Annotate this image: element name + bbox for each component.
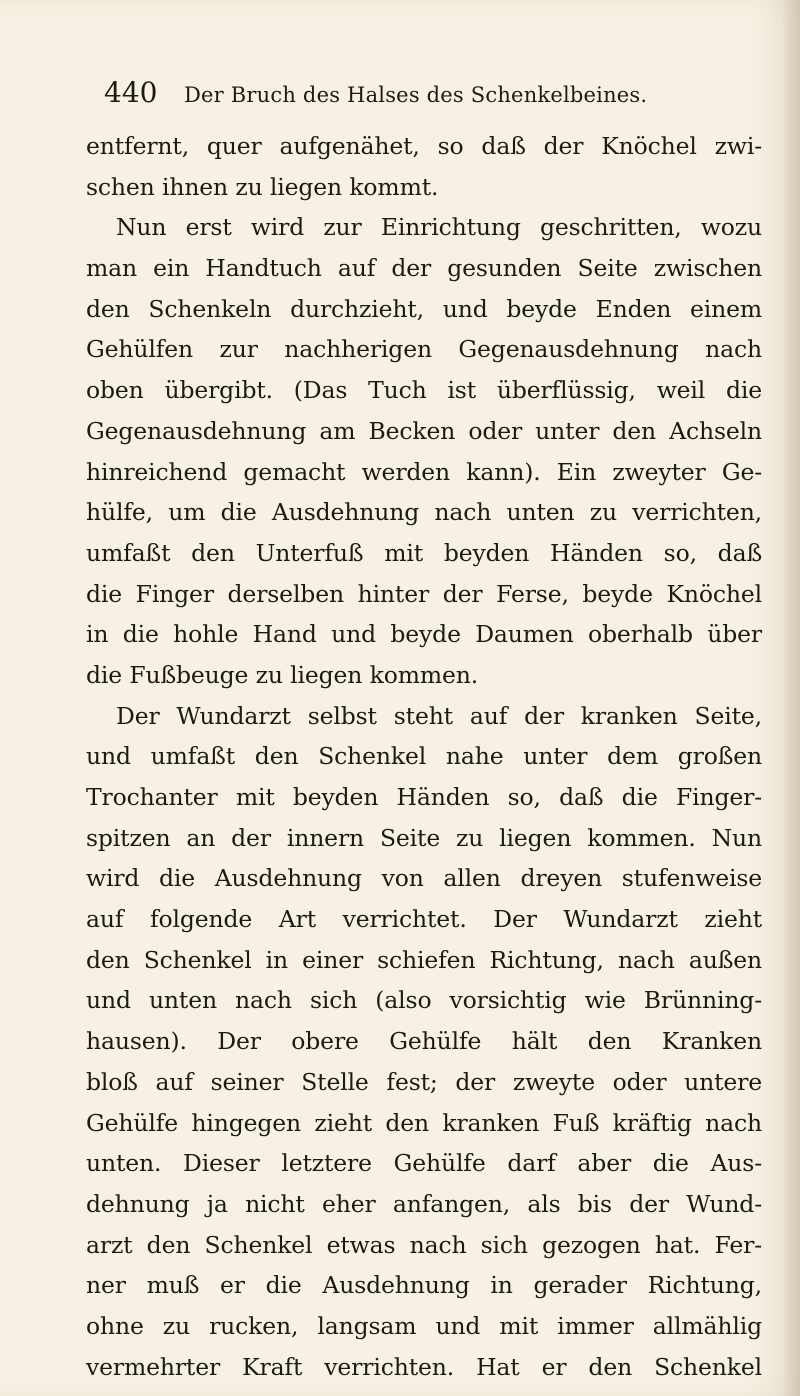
text-line: Der Wundarzt selbst steht auf der kranken Seite, <box>116 701 762 730</box>
text-line: auf folgende Art verrichtet. Der Wundarzt zieht <box>86 905 762 934</box>
text-line: spitzen an der innern Seite zu liegen kommen. Nun <box>86 823 762 852</box>
text-line: oben übergibt. (Das Tuch ist überflüssig, weil die <box>86 376 762 405</box>
text-line: bloß auf seiner Stelle fest; der zweyte oder untere <box>86 1067 762 1096</box>
text-line: umfaßt den Unterfuß mit beyden Händen so, daß <box>86 538 762 567</box>
text-line: in die hohle Hand und beyde Daumen oberhalb über <box>86 620 762 649</box>
page-edge-shadow <box>782 0 800 1396</box>
page-number: 440 <box>104 76 158 109</box>
text-line: und unten nach sich (also vorsichtig wie Brünning- <box>86 986 762 1015</box>
text-line: wird die Ausdehnung von allen dreyen stufenweise <box>86 864 762 893</box>
text-line: den Schenkeln durchzieht, und beyde Enden einem <box>86 294 762 323</box>
page-header <box>0 72 800 116</box>
running-title: Der Bruch des Halses des Schenkelbeines. <box>184 83 648 107</box>
text-line: ohne zu rucken, langsam und mit immer allmählig <box>86 1311 762 1340</box>
body-text <box>86 126 762 1387</box>
text-line: Gehülfen zur nachherigen Gegenausdehnung nach <box>86 335 762 364</box>
text-line: Nun erst wird zur Einrichtung geschritten, wozu <box>116 213 762 242</box>
text-line: entfernt, quer aufgenähet, so daß der Knöchel zwi- <box>86 132 762 160</box>
text-line: und umfaßt den Schenkel nahe unter dem großen <box>86 742 762 771</box>
text-line: schen ihnen zu liegen kommt. <box>86 172 439 201</box>
text-line: hinreichend gemacht werden kann). Ein zweyter Ge- <box>86 457 762 486</box>
text-line: Trochanter mit beyden Händen so, daß die Finger- <box>86 783 762 811</box>
text-line: unten. Dieser letztere Gehülfe darf aber die Aus- <box>86 1149 762 1178</box>
text-line: man ein Handtuch auf der gesunden Seite zwischen <box>86 254 762 283</box>
text-line: die Fußbeuge zu liegen kommen. <box>86 660 479 689</box>
text-line: die Finger derselben hinter der Ferse, beyde Knöchel <box>86 579 762 608</box>
text-line: arzt den Schenkel etwas nach sich gezogen hat. Fer- <box>86 1230 762 1259</box>
text-line: ner muß er die Ausdehnung in gerader Richtung, <box>86 1271 762 1300</box>
text-line: den Schenkel in einer schiefen Richtung, nach außen <box>86 945 762 974</box>
text-line: vermehrter Kraft verrichten. Hat er den Schenkel <box>86 1352 762 1381</box>
text-line: hausen). Der obere Gehülfe hält den Kranken <box>86 1027 762 1056</box>
text-line: dehnung ja nicht eher anfangen, als bis der Wund- <box>86 1189 762 1218</box>
text-line: Gehülfe hingegen zieht den kranken Fuß kräftig nach <box>86 1108 762 1137</box>
text-line: hülfe, um die Ausdehnung nach unten zu verrichten, <box>86 498 762 527</box>
text-line: Gegenausdehnung am Becken oder unter den Achseln <box>86 416 762 445</box>
